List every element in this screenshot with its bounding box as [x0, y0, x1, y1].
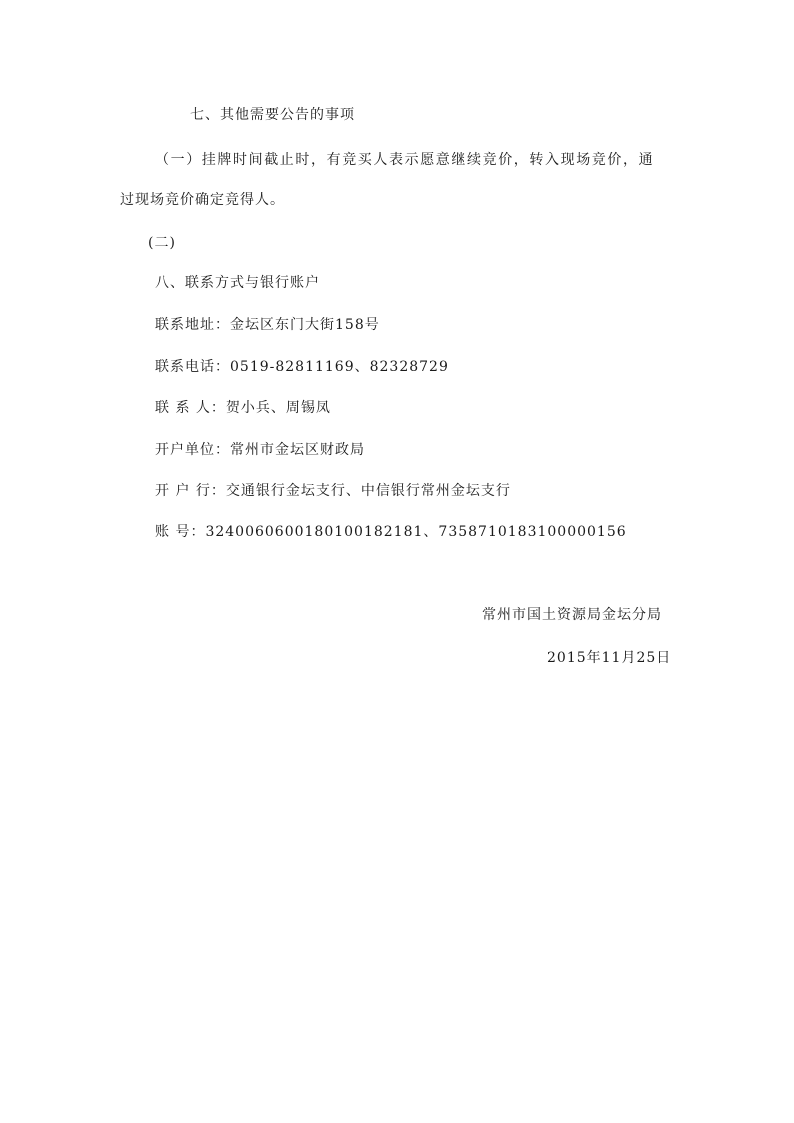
section-7-item-1-line-1: （一）挂牌时间截止时，有竞买人表示愿意继续竞价，转入现场竞价，通 — [155, 152, 655, 168]
account-number: 账 号：3240060600180100182181、7358710183100000156 — [155, 524, 627, 540]
signature-organization: 常州市国土资源局金坛分局 — [482, 607, 662, 623]
section-7-item-2: (二) — [148, 235, 176, 251]
account-unit: 开户单位：常州市金坛区财政局 — [155, 442, 365, 458]
section-7-heading: 七、其他需要公告的事项 — [190, 107, 355, 123]
section-7-item-1-line-2: 过现场竞价确定竞得人。 — [120, 192, 285, 208]
section-8-heading: 八、联系方式与银行账户 — [155, 275, 320, 291]
contact-phone: 联系电话：0519-82811169、82328729 — [155, 359, 449, 375]
bank-branch: 开 户 行：交通银行金坛支行、中信银行常州金坛支行 — [155, 483, 511, 499]
contact-person: 联 系 人：贺小兵、周锡凤 — [155, 400, 331, 416]
signature-date: 2015年11月25日 — [547, 650, 672, 666]
contact-address: 联系地址：金坛区东门大街158号 — [155, 317, 380, 333]
